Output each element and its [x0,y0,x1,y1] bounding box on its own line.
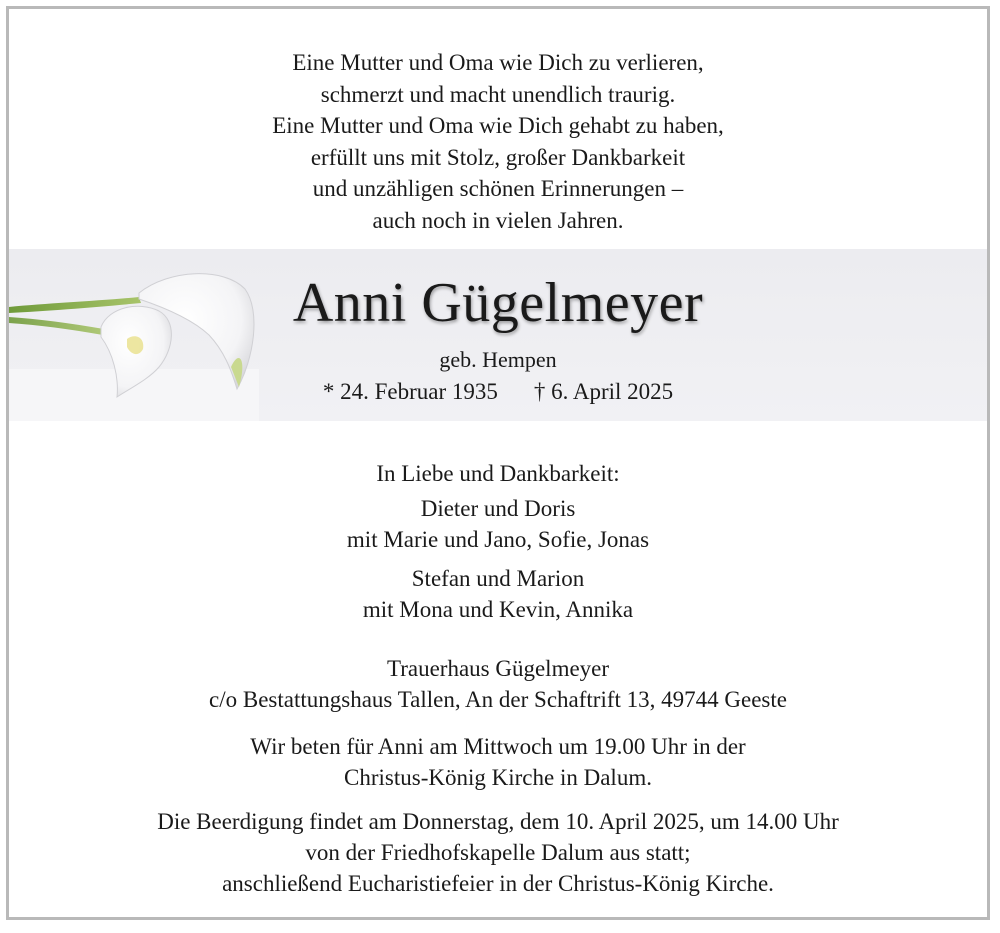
obituary-notice [6,6,990,920]
poem-line: auch noch in vielen Jahren. [372,207,624,233]
poem-line: und unzähligen schönen Erinnerungen – [312,176,684,202]
address-line: c/o Bestattungshaus Tallen, An der Schaftrift 13, 49744 Geeste [209,687,787,712]
prayer-info [9,731,987,793]
funeral-info [9,806,987,899]
birth-date: * 24. Februar 1935 [322,379,498,404]
address [9,653,987,715]
mourners-intro: In Liebe und Dankbarkeit: [376,461,620,486]
prayer-line: Christus-König Kirche in Dalum. [344,765,652,790]
mourner-line: mit Marie und Jano, Sofie, Jonas [346,527,650,552]
poem [9,47,987,237]
mourners-family-1 [9,493,987,555]
mourners-family-2 [9,563,987,625]
funeral-line: von der Friedhofskapelle Dalum aus statt; [305,840,691,865]
mourner-line: Stefan und Marion [411,566,585,591]
name-banner [9,249,987,421]
mourner-line: Dieter und Doris [420,496,576,521]
address-line: Trauerhaus Gügelmeyer [386,656,610,681]
poem-line: schmerzt und macht unendlich traurig. [320,81,676,107]
poem-line: Eine Mutter und Oma wie Dich zu verlieren, [292,50,704,75]
funeral-line: anschließend Eucharistiefeier in der Christus-König Kirche. [222,871,774,896]
life-dates [9,379,987,405]
poem-line: Eine Mutter und Oma wie Dich gehabt zu haben, [272,113,724,139]
funeral-line: Die Beerdigung findet am Donnerstag, dem 10. April 2025, um 14.00 Uhr [157,809,839,834]
deceased-name: Anni Gügelmeyer [292,272,704,334]
maiden-name: geb. Hempen [439,347,557,372]
mourner-line: mit Mona und Kevin, Annika [362,597,634,622]
prayer-line: Wir beten für Anni am Mittwoch um 19.00 Uhr in der [250,734,746,759]
poem-line: erfüllt uns mit Stolz, großer Dankbarkeit [310,144,686,170]
death-date: † 6. April 2025 [533,379,674,404]
